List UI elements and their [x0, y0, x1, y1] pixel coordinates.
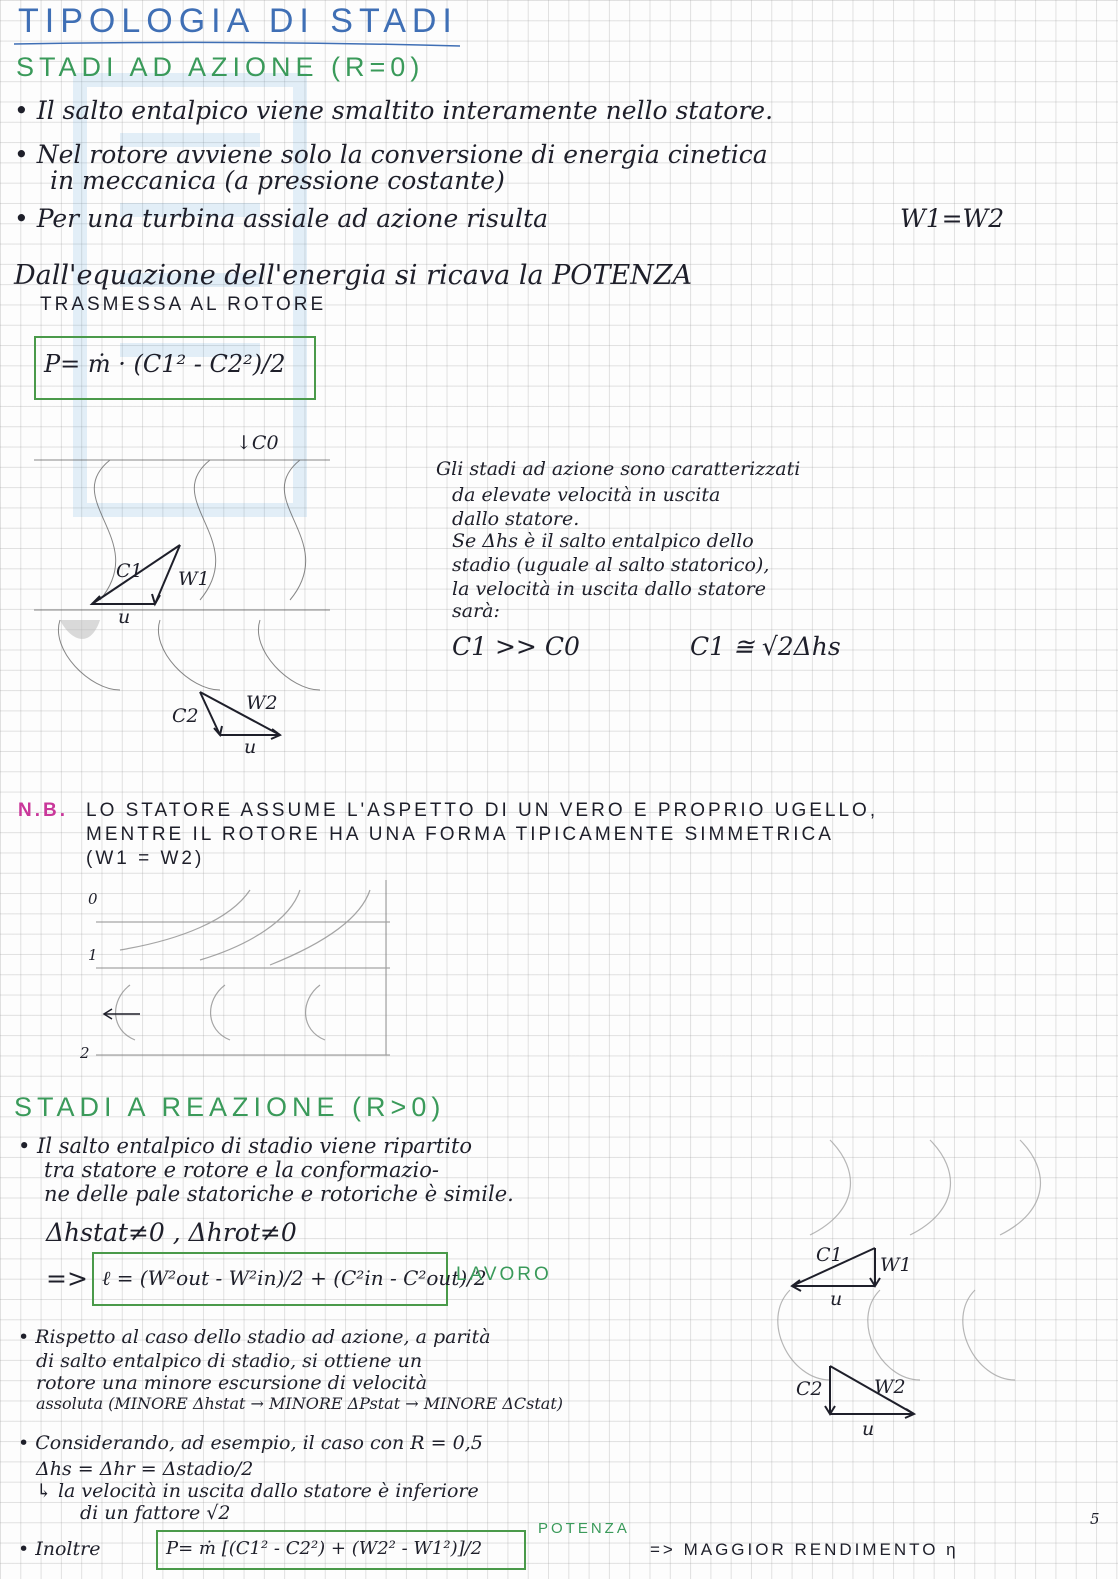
nb-tag: N.B.	[18, 800, 68, 821]
bullet-rotore-cont: in meccanica (a pressione costante)	[50, 166, 505, 195]
desc-line-7: sarà:	[452, 600, 500, 622]
resp-line-4: assoluta (MINORE Δhstat → MINORE ΔPstat → MINORE ΔCstat)	[36, 1394, 563, 1413]
inoltre: • Inoltre	[18, 1538, 101, 1560]
power2-formula: P= ṁ [(C1² - C2²) + (W2² - W1²)]/2	[166, 1538, 483, 1559]
r-label-u1: u	[830, 1288, 843, 1310]
label-w1: W1	[178, 568, 210, 590]
desc-line-2: da elevate velocità in uscita	[452, 484, 721, 506]
nb-line-2: MENTRE IL ROTORE HA UNA FORMA TIPICAMENTE SIMMETRICA	[86, 824, 834, 845]
label-c2: C2	[172, 705, 199, 727]
work-formula: ℓ = (W²out - W²in)/2 + (C²in - C²out)/2	[102, 1266, 487, 1290]
desc-line-5: stadio (uguale al salto statorico),	[452, 554, 770, 576]
work-label: LAVORO	[456, 1264, 552, 1285]
energy-line: Dall'equazione dell'energia si ricava la POTENZA	[14, 260, 693, 291]
label-u1: u	[118, 606, 131, 628]
section-heading-reazione: STADI A REAZIONE (R>0)	[14, 1092, 446, 1122]
label-u2: u	[244, 736, 257, 758]
power-formula: P= ṁ · (C1² - C2²)/2	[44, 350, 286, 378]
r-label-w2: W2	[874, 1376, 906, 1398]
reazione-line-2: tra statore e rotore e la conformazio-	[44, 1158, 439, 1182]
bullet-salto: • Il salto entalpico viene smaltito interamente nello statore.	[14, 96, 774, 125]
page-title: TIPOLOGIA DI STADI	[18, 2, 458, 40]
reazione-line-3: ne delle pale statoriche e rotoriche è simile.	[44, 1182, 514, 1206]
label-plane-0: 0	[88, 890, 98, 908]
bullet-rotore: • Nel rotore avviene solo la conversione di energia cinetica	[14, 140, 768, 169]
r-label-u2: u	[862, 1418, 875, 1440]
section-heading-azione: STADI AD AZIONE (R=0)	[16, 52, 425, 82]
resp-line-1: • Rispetto al caso dello stadio ad azione, a parità	[18, 1326, 491, 1348]
label-plane-2: 2	[80, 1044, 90, 1062]
label-plane-1: 1	[88, 946, 98, 964]
c1-approx-formula: C1 ≅ √2Δhs	[690, 632, 841, 661]
energy-line-2: TRASMESSA AL ROTORE	[40, 294, 327, 315]
label-c1: C1	[116, 560, 143, 582]
power2-label: POTENZA	[538, 1520, 630, 1537]
desc-line-4: Se Δhs è il salto entalpico dello	[452, 530, 754, 552]
nb-line-3: (W1 = W2)	[86, 848, 205, 869]
cons-line-1: • Considerando, ad esempio, il caso con R = 0,5	[18, 1432, 483, 1454]
page-mark: 5	[1090, 1510, 1100, 1528]
w1-equals-w2: W1=W2	[900, 204, 1005, 233]
c1-much-greater-c0: C1 >> C0	[452, 632, 580, 661]
bullet-turbina: • Per una turbina assiale ad azione risulta	[14, 204, 549, 233]
desc-line-3: dallo statore.	[452, 508, 580, 530]
label-c0: ↓C0	[236, 432, 279, 454]
cons-line-4: di un fattore √2	[80, 1502, 231, 1524]
nb-line-1: LO STATORE ASSUME L'ASPETTO DI UN VERO E PROPRIO UGELLO,	[86, 800, 879, 821]
r-label-w1: W1	[880, 1254, 912, 1276]
reazione-line-1: • Il salto entalpico di stadio viene ripartito	[18, 1134, 473, 1158]
cons-line-2: Δhs = Δhr = Δstadio/2	[36, 1458, 254, 1480]
desc-line-1: Gli stadi ad azione sono caratterizzati	[436, 458, 801, 480]
resp-line-3: rotore una minore escursione di velocità	[36, 1372, 428, 1394]
label-w2: W2	[246, 692, 278, 714]
r-label-c1: C1	[816, 1244, 843, 1266]
r-label-c2: C2	[796, 1378, 823, 1400]
desc-line-6: la velocità in uscita dallo statore	[452, 578, 766, 600]
implies-arrow: =>	[46, 1264, 88, 1293]
result-line: => MAGGIOR RENDIMENTO η	[650, 1540, 959, 1559]
cons-line-3: ↳ la velocità in uscita dallo statore è inferiore	[36, 1480, 479, 1502]
delta-h-nonzero: Δhstat≠0 , Δhrot≠0	[46, 1218, 297, 1247]
resp-line-2: di salto entalpico di stadio, si ottiene un	[36, 1350, 423, 1372]
